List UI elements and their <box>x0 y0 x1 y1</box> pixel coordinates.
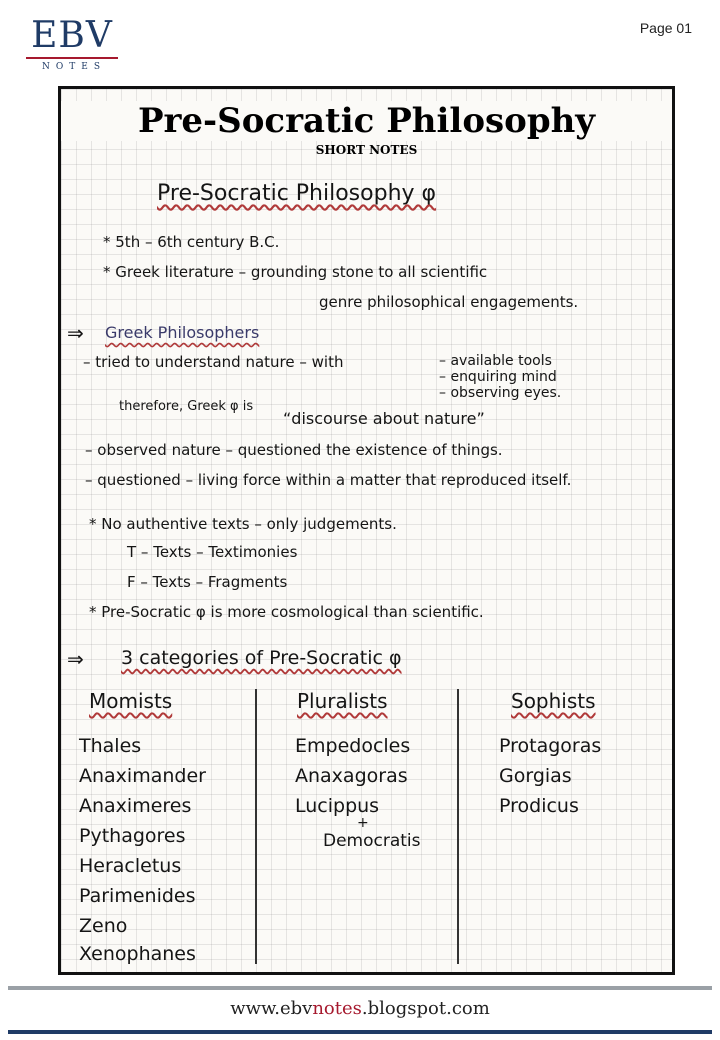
note-questioned: – questioned – living force within a matter that reproduced itself. <box>85 471 572 489</box>
monist-name: Thales <box>79 735 142 757</box>
note-cosmological: * Pre-Socratic φ is more cosmological than scientific. <box>89 603 484 621</box>
sophist-name: Prodicus <box>499 795 579 817</box>
notes-heading: Pre-Socratic Philosophy φ <box>157 181 437 206</box>
logo-text: EBV <box>31 15 113 56</box>
arrow-icon: ⇒ <box>67 321 84 345</box>
note-therefore: therefore, Greek φ is <box>119 399 254 414</box>
column-divider <box>457 689 459 964</box>
sophist-name: Gorgias <box>499 765 572 787</box>
pluralist-name: Anaxagoras <box>295 765 408 787</box>
monist-name: Pythagores <box>79 825 186 847</box>
arrow-icon: ⇒ <box>67 647 84 671</box>
note-greek-lit-cont: genre philosophical engagements. <box>319 293 579 311</box>
pluralist-name: Democratis <box>323 831 421 851</box>
pluralist-name: Lucippus <box>295 795 380 817</box>
footer-url[interactable] <box>0 998 720 1019</box>
column-divider <box>255 689 257 964</box>
page-title: Pre-Socratic Philosophy <box>61 101 672 141</box>
logo-sub: NOTES <box>42 62 106 72</box>
monist-name: Anaximander <box>79 765 206 787</box>
monist-name: Heracletus <box>79 855 182 877</box>
notes-frame <box>58 86 675 975</box>
with-item-3: – observing eyes. <box>439 385 562 401</box>
monist-name: Xenophanes <box>79 943 196 965</box>
url-prefix: www.ebv <box>230 998 313 1019</box>
with-item-1: – available tools <box>439 353 552 369</box>
note-tried: – tried to understand nature – with <box>83 353 344 371</box>
note-no-texts: * No authentive texts – only judgements. <box>89 515 397 533</box>
with-item-2: – enquiring mind <box>439 369 557 385</box>
monist-name: Parimenides <box>79 885 196 907</box>
note-century: * 5th – 6th century B.C. <box>103 233 280 251</box>
plus-sign: + <box>357 815 369 831</box>
note-observed: – observed nature – questioned the existence of things. <box>85 441 503 459</box>
monists-heading: Momists <box>89 689 173 713</box>
sophists-heading: Sophists <box>511 689 596 713</box>
pluralists-heading: Pluralists <box>297 689 388 713</box>
monist-name: Zeno <box>79 915 128 937</box>
ebv-logo <box>24 16 120 72</box>
note-greek-lit: * Greek literature – grounding stone to all scientific <box>103 263 488 281</box>
pluralist-name: Empedocles <box>295 735 411 757</box>
note-f-texts: F – Texts – Fragments <box>127 573 288 591</box>
page-number: Page 01 <box>639 20 692 36</box>
categories-heading: 3 categories of Pre-Socratic φ <box>121 647 402 669</box>
note-t-texts: T – Texts – Textimonies <box>127 543 298 561</box>
monist-name: Anaximeres <box>79 795 192 817</box>
sophist-name: Protagoras <box>499 735 602 757</box>
url-suffix: .blogspot.com <box>361 998 490 1019</box>
greek-philosophers-heading: Greek Philosophers <box>105 323 260 342</box>
page-subtitle: SHORT NOTES <box>315 143 418 157</box>
logo-rule <box>26 57 118 59</box>
footer-rule-top <box>8 986 712 990</box>
footer-rule-bottom <box>8 1030 712 1034</box>
note-discourse: “discourse about nature” <box>283 409 485 428</box>
url-highlight: notes <box>312 998 362 1019</box>
